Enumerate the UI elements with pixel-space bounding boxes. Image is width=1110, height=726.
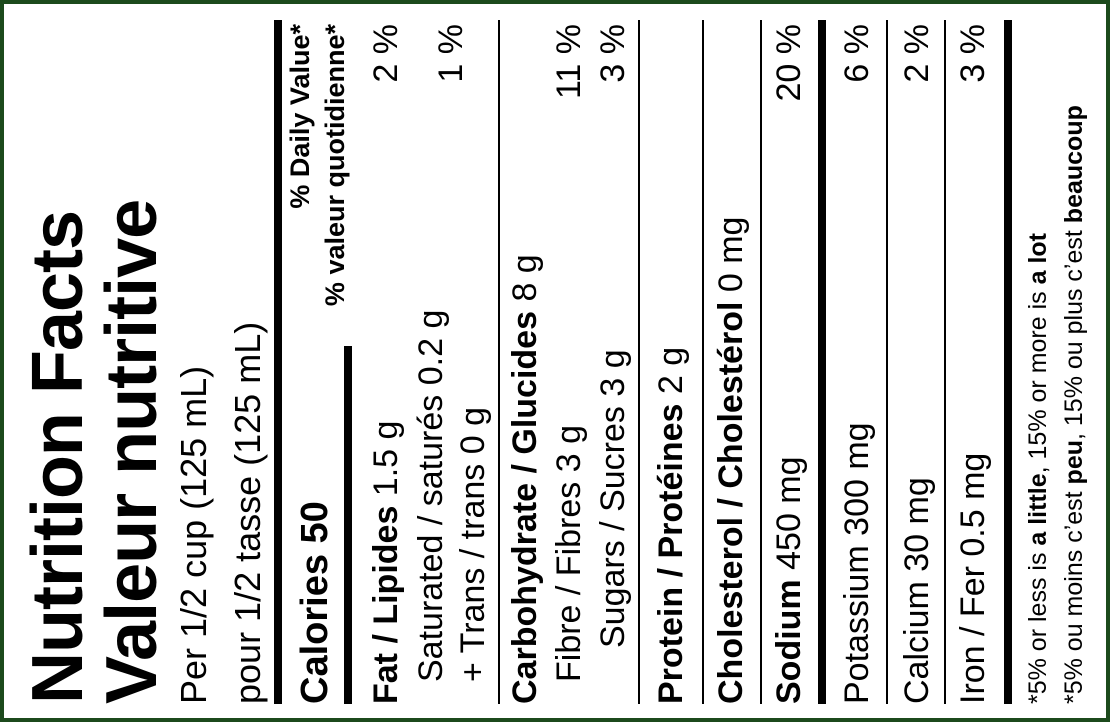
nutrition-label <box>4 4 1110 726</box>
divider-calcium <box>944 20 946 704</box>
cholesterol-row <box>714 217 748 704</box>
carbohydrate-row <box>508 254 542 704</box>
sodium-amount: 450 mg <box>770 456 808 570</box>
footnote-french-text-1: *5% ou moins c’est <box>1060 484 1088 704</box>
thick-rule-sodium <box>818 20 826 704</box>
carbohydrate-label: Carbohydrate / Glucides <box>506 311 544 704</box>
potassium-row <box>840 422 874 704</box>
footnote-english <box>1026 233 1051 704</box>
daily-value-header-french: % valeur quotidienne* <box>320 24 350 307</box>
iron-row <box>956 453 990 704</box>
thick-rule-bottom <box>1004 20 1012 704</box>
sugars-label: Sugars / Sucres <box>594 406 632 648</box>
footnote-english-a-little: a little <box>1024 473 1052 546</box>
trans-amount: 0 g <box>454 407 492 455</box>
footnote-french-beaucoup: beaucoup <box>1060 105 1088 224</box>
fat-label: Fat / Lipides <box>367 505 405 704</box>
trans-label: + Trans / trans <box>454 463 492 682</box>
calcium-label: Calcium <box>898 581 936 704</box>
footnote-french-text-2: , 15% ou plus c’est <box>1060 223 1088 440</box>
potassium-label: Potassium <box>838 545 876 704</box>
protein-row <box>654 347 688 704</box>
footnote-english-text-2: , 15% or more is <box>1024 284 1052 474</box>
title-english: Nutrition Facts <box>18 210 98 704</box>
divider-fat <box>498 20 500 704</box>
calcium-amount: 30 mg <box>898 477 936 572</box>
divider-potassium <box>886 20 888 704</box>
fibre-row <box>552 425 586 682</box>
fibre-amount: 3 g <box>550 425 588 473</box>
sodium-label: Sodium <box>770 579 808 704</box>
potassium-daily-value: 6 % <box>838 24 876 83</box>
title-french: Valeur nutritive <box>92 199 172 704</box>
thick-rule-top <box>274 20 282 704</box>
sodium-row <box>772 456 806 704</box>
daily-value-header-english: % Daily Value* <box>285 24 315 209</box>
calories-row <box>296 501 334 704</box>
calcium-row <box>900 477 934 704</box>
calories-underline <box>344 346 352 704</box>
footnote-english-text-1: *5% or less is <box>1024 545 1052 704</box>
protein-amount: 2 g <box>652 346 690 395</box>
carbohydrate-amount: 8 g <box>506 254 544 302</box>
footnote-french-peu: peu <box>1060 440 1088 485</box>
calories-label: Calories <box>294 554 336 704</box>
fibre-label: Fibre / Fibres <box>550 481 588 682</box>
divider-cholesterol <box>760 20 762 704</box>
iron-label: Iron / Fer <box>954 566 992 704</box>
cholesterol-amount: 0 mg <box>712 216 750 293</box>
sugars-daily-value: 3 % <box>594 24 632 83</box>
sugars-row <box>596 349 630 648</box>
saturated-amount: 0.2 g <box>412 309 450 386</box>
divider-carbohydrate <box>638 20 640 704</box>
protein-label: Protein / Protéines <box>652 403 690 704</box>
serving-size-english: Per 1/2 cup (125 mL) <box>173 365 214 704</box>
trans-row <box>456 407 490 682</box>
serving-size-french: pour 1/2 tasse (125 mL) <box>227 321 268 704</box>
saturated-trans-daily-value: 1 % <box>432 24 470 83</box>
iron-daily-value: 3 % <box>954 24 992 83</box>
fat-amount: 1.5 g <box>367 420 405 497</box>
saturated-label: Saturated / saturés <box>412 394 450 682</box>
calcium-daily-value: 2 % <box>898 24 936 83</box>
cholesterol-label: Cholesterol / Cholestérol <box>712 301 750 704</box>
saturated-row <box>414 310 448 682</box>
fat-row <box>369 421 403 704</box>
potassium-amount: 300 mg <box>838 422 876 536</box>
sodium-daily-value: 20 % <box>770 24 808 102</box>
divider-protein <box>702 20 704 704</box>
fat-daily-value: 2 % <box>367 24 405 83</box>
sugars-amount: 3 g <box>594 349 632 397</box>
footnote-english-a-lot: a lot <box>1024 233 1052 285</box>
iron-amount: 0.5 mg <box>954 452 992 557</box>
footnote-french <box>1062 105 1087 704</box>
calories-value: 50 <box>294 501 336 544</box>
fibre-daily-value: 11 % <box>550 24 588 99</box>
